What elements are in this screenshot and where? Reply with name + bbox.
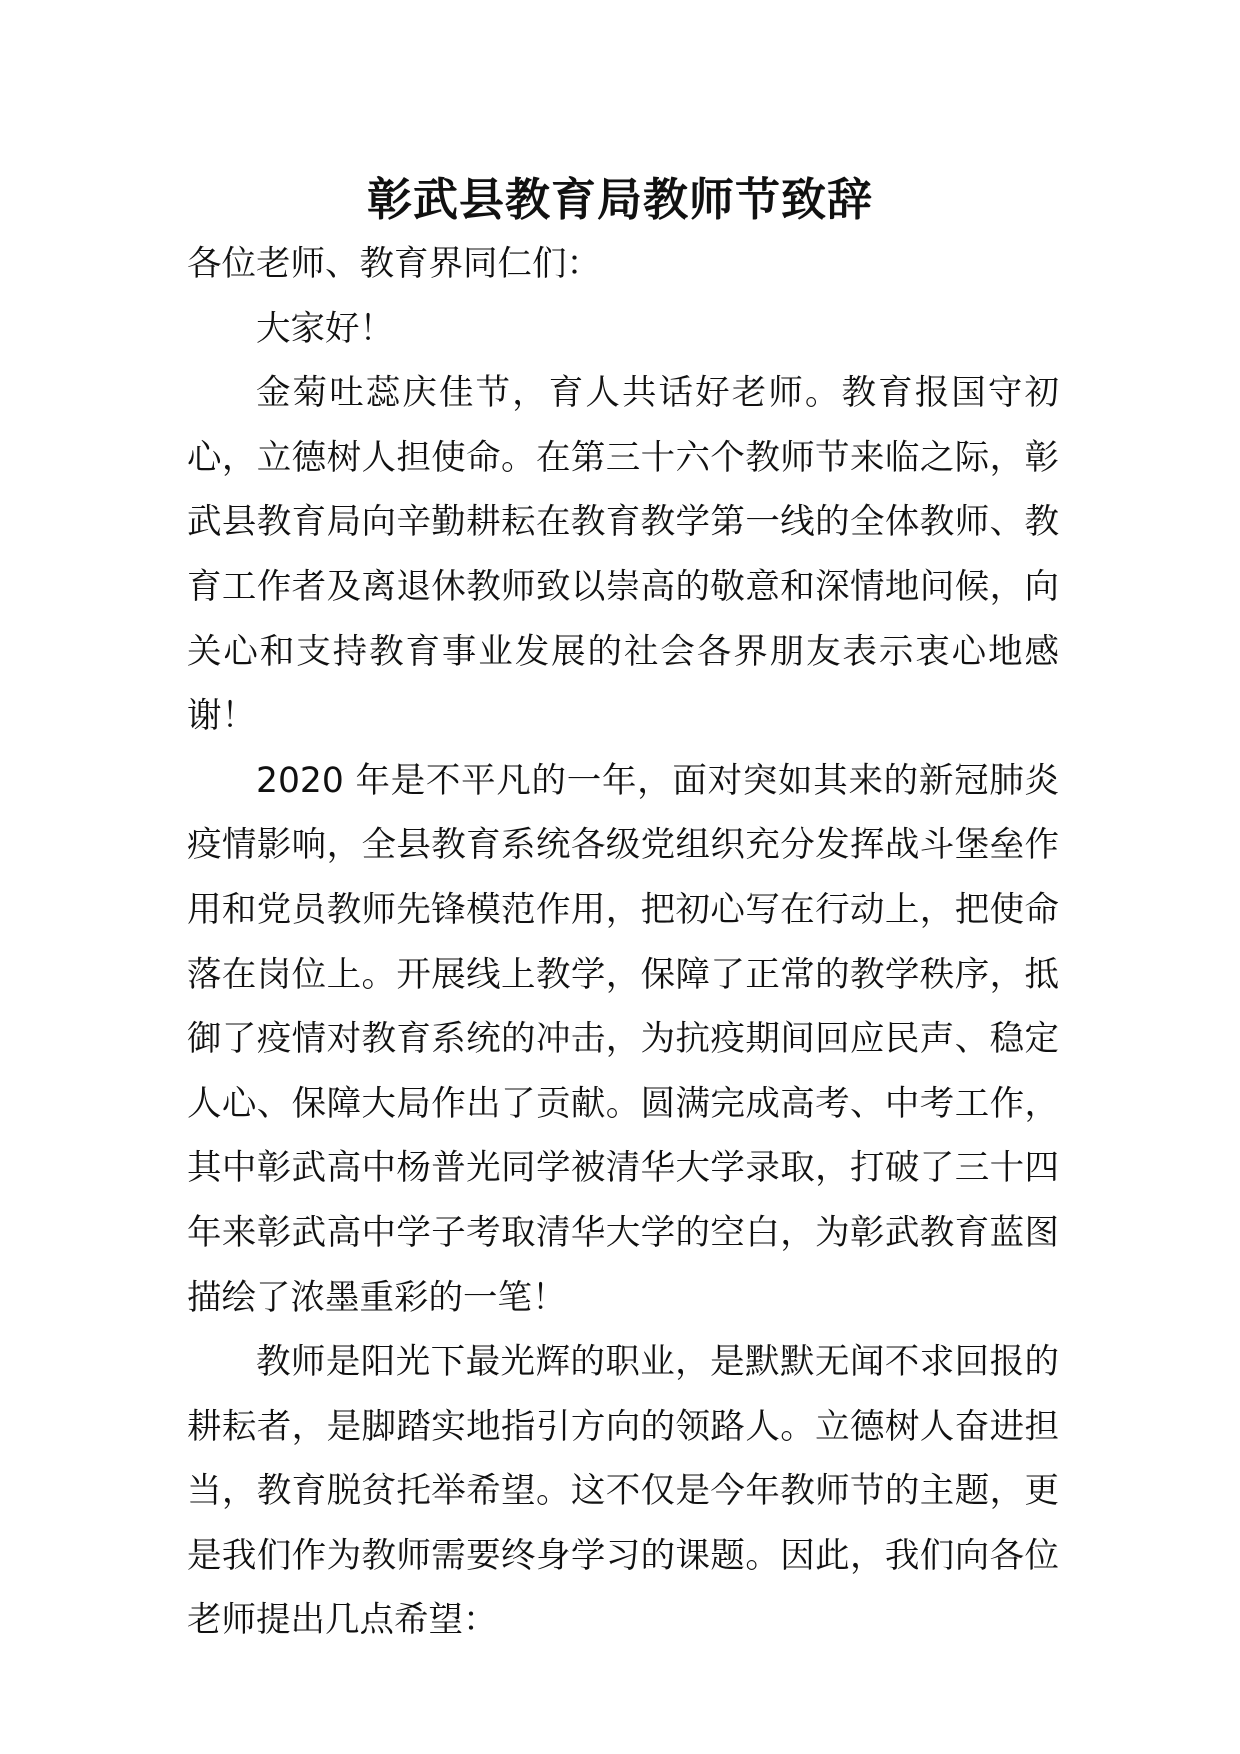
- paragraph-2020: 2020 年是不平凡的一年，面对突如其来的新冠肺炎疫情影响，全县教育系统各级党组织充分发挥战斗堡垒作用和党员教师先锋模范作用，把初心写在行动上，把使命落在岗位上。开展线上教学，保障了正常的教学秩序，抵御了疫情对教育系统的冲击，为抗疫期间回应民声、稳定人心、保障大局作出了贡献。圆满完成高考、中考工作，其中彰武高中杨普光同学被清华大学录取，打破了三十四年来彰武高中学子考取清华大学的空白，为彰武教育蓝图描绘了浓墨重彩的一笔！: [187, 760, 1059, 1318]
- paragraph-greeting: 大家好！: [256, 308, 394, 349]
- salutation: 各位老师、教育界同仁们：: [187, 244, 601, 284]
- document-title: 彰武县教育局教师节致辞: [366, 173, 873, 226]
- document-body: [187, 232, 1059, 1653]
- paragraph-hopes: 教师是阳光下最光辉的职业，是默默无闻不求回报的耕耘者，是脚踏实地指引方向的领路人。立德树人奋进担当，教育脱贫托举希望。这不仅是今年教师节的主题，更是我们作为教师需要终身学习的课题。因此，我们向各位老师提出几点希望：: [187, 1342, 1059, 1641]
- paragraph-festival: 金菊吐蕊庆佳节，育人共话好老师。教育报国守初心，立德树人担使命。在第三十六个教师节来临之际，彰武县教育局向辛勤耕耘在教育教学第一线的全体教师、教育工作者及离退休教师致以崇高的敬意和深情地问候，向关心和支持教育事业发展的社会各界朋友表示衷心地感谢！: [187, 373, 1059, 737]
